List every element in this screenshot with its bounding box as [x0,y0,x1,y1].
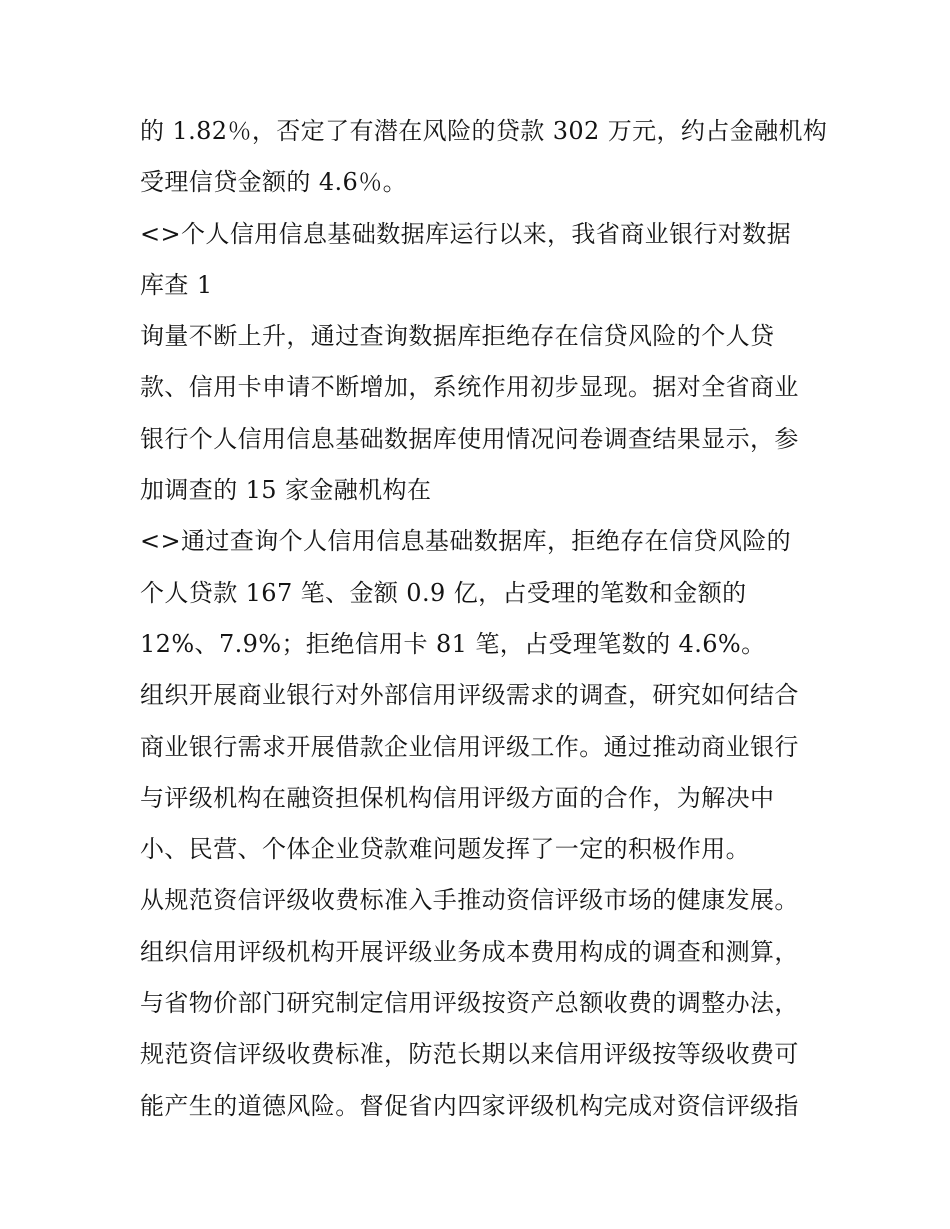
document-body [140,106,830,1132]
text-line: <>个人信用信息基础数据库运行以来，我省商业银行对数据 [140,219,792,248]
text-line: 商业银行需求开展借款企业信用评级工作。通过推动商业银行 [140,732,799,761]
text-line: 款、信用卡申请不断增加，系统作用初步显现。据对全省商业 [140,373,799,402]
text-line: 从规范资信评级收费标准入手推动资信评级市场的健康发展。 [140,886,799,915]
text-line: 银行个人信用信息基础数据库使用情况问卷调查结果显示，参 [140,424,799,453]
text-line: 组织开展商业银行对外部信用评级需求的调查，研究如何结合 [140,681,799,710]
text-line: 受理信贷金额的 4.6％。 [140,168,407,197]
text-line: 与评级机构在融资担保机构信用评级方面的合作，为解决中 [140,783,775,812]
text-line: 组织信用评级机构开展评级业务成本费用构成的调查和测算， [140,937,799,966]
text-line: 的 1.82％，否定了有潜在风险的贷款 302 万元，约占金融机构 [140,117,828,145]
text-line: 加调查的 15 家金融机构在 [140,476,432,505]
text-line: 询量不断上升，通过查询数据库拒绝存在信贷风险的个人贷 [140,322,775,351]
text-line: 能产生的道德风险。督促省内四家评级机构完成对资信评级指 [140,1091,799,1120]
text-line: <>通过查询个人信用信息基础数据库，拒绝存在信贷风险的 [140,527,792,556]
text-line: 库查 1 [140,270,213,299]
text-line: 12%、7.9%；拒绝信用卡 81 笔，占受理笔数的 4.6%。 [140,629,766,658]
text-line: 规范资信评级收费标准，防范长期以来信用评级按等级收费可 [140,1040,799,1069]
text-line: 小、民营、个体企业贷款难问题发挥了一定的积极作用。 [140,835,750,864]
text-line: 与省物价部门研究制定信用评级按资产总额收费的调整办法， [140,989,799,1018]
text-line: 个人贷款 167 笔、金额 0.9 亿，占受理的笔数和金额的 [140,578,747,607]
